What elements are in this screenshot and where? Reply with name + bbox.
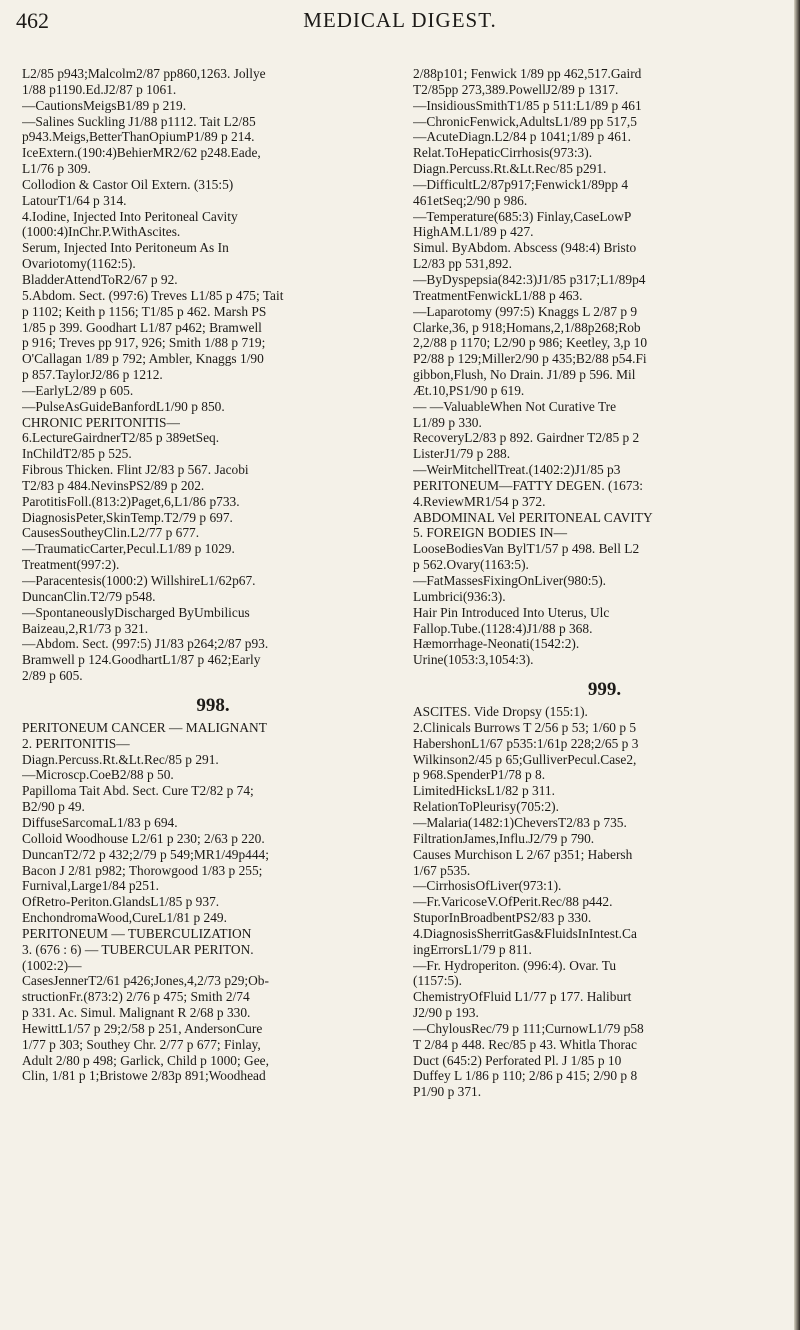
index-line: Adult 2/80 p 498; Garlick, Child p 1000; Gee, [22, 1052, 269, 1068]
index-line: HabershonL1/67 p535:1/61p 228;2/65 p 3 [413, 735, 639, 751]
index-line: —Fr. Hydroperiton. (996:4). Ovar. Tu [413, 957, 617, 973]
index-line: —ChylousRec/79 p 111;CurnowL1/79 p58 [413, 1020, 644, 1036]
right-column [413, 66, 796, 1100]
index-line: Colloid Woodhouse L2/61 p 230; 2/63 p 220. [22, 830, 265, 846]
index-line: L2/83 pp 531,892. [413, 256, 512, 272]
index-line: CHRONIC PERITONITIS— [22, 414, 180, 430]
index-line: —SpontaneouslyDischarged ByUmbilicus [22, 604, 250, 620]
index-line: J2/90 p 193. [413, 1005, 479, 1021]
index-line: —InsidiousSmithT1/85 p 511:L1/89 p 461 [413, 97, 642, 113]
page-number: 462 [16, 8, 49, 33]
index-line: (1000:4)InChr.P.WithAscites. [22, 224, 181, 240]
index-line: 5. FOREIGN BODIES IN— [413, 525, 567, 541]
index-line: —Laparotomy (997:5) Knaggs L 2/87 p 9 [413, 303, 638, 319]
index-line: P1/90 p 371. [413, 1084, 482, 1100]
index-line: DuncanT2/72 p 432;2/79 p 549;MR1/49p444; [22, 846, 269, 862]
index-line: EnchondromaWood,CureL1/81 p 249. [22, 910, 227, 926]
index-line: —WeirMitchellTreat.(1402:2)J1/85 p3 [413, 462, 621, 478]
index-line: LooseBodiesVan BylT1/57 p 498. Bell L2 [413, 541, 640, 557]
index-line: InChildT2/85 p 525. [22, 446, 132, 462]
index-line: —Salines Suckling J1/88 p1112. Tait L2/85 [22, 113, 256, 129]
left-column [22, 66, 404, 1084]
index-line: Duct (645:2) Perforated Pl. J 1/85 p 10 [413, 1052, 622, 1068]
index-line: Bacon J 2/81 p982; Thorowgood 1/83 p 255; [22, 862, 263, 878]
index-line: Duffey L 1/86 p 110; 2/86 p 415; 2/90 p 8 [413, 1068, 638, 1084]
index-line: HewittL1/57 p 29;2/58 p 251, AndersonCure [22, 1020, 263, 1036]
index-line: 1/77 p 303; Southey Chr. 2/77 p 677; Finlay, [22, 1036, 261, 1052]
index-line: p 331. Ac. Simul. Malignant R 2/68 p 330. [22, 1005, 251, 1021]
index-line: Æt.10,PS1/90 p 619. [413, 382, 525, 398]
index-line: 4.Iodine, Injected Into Peritoneal Cavity [22, 208, 238, 224]
index-line: Relat.ToHepaticCirrhosis(973:3). [413, 145, 593, 161]
index-line: Hæmorrhage-Neonati(1542:2). [413, 636, 580, 652]
index-line: —Malaria(1482:1)CheversT2/83 p 735. [413, 814, 627, 830]
index-line: —Microscp.CoeB2/88 p 50. [22, 767, 174, 783]
index-line: P2/88 p 129;Miller2/90 p 435;B2/88 p54.Fi [413, 351, 647, 367]
section-number-998: 998. [196, 694, 230, 716]
index-line: StuporInBroadbentPS2/83 p 330. [413, 910, 592, 926]
index-line: Causes Murchison L 2/67 p351; Habersh [413, 846, 633, 862]
index-line: 2,2/88 p 1170; L2/90 p 986; Keetley, 3,p 10 [413, 335, 648, 351]
index-line: —PulseAsGuideBanfordL1/90 p 850. [22, 398, 225, 414]
index-line: —ChronicFenwick,AdultsL1/89 pp 517,5 [413, 113, 637, 129]
index-line: T2/85pp 273,389.PowellJ2/89 p 1317. [413, 81, 619, 97]
index-line: L1/76 p 309. [22, 161, 91, 177]
index-line: — —ValuableWhen Not Curative Tre [413, 398, 617, 414]
index-line: CausesSoutheyClin.L2/77 p 677. [22, 525, 200, 541]
index-line: p 1102; Keith p 1156; T1/85 p 462. Marsh PS [22, 303, 267, 319]
index-line: T2/83 p 484.NevinsPS2/89 p 202. [22, 477, 205, 493]
index-line: ingErrorsL1/79 p 811. [413, 941, 532, 957]
index-line: ListerJ1/79 p 288. [413, 446, 511, 462]
index-line: 5.Abdom. Sect. (997:6) Treves L1/85 p 475; Tait [22, 287, 284, 303]
index-line: Diagn.Percuss.Rt.&Lt.Rec/85 p291. [413, 161, 607, 177]
index-line: BladderAttendToR2/67 p 92. [22, 271, 178, 287]
index-line: CasesJennerT2/61 p426;Jones,4,2/73 p29;Ob- [22, 973, 269, 989]
index-line: HighAM.L1/89 p 427. [413, 224, 534, 240]
section-number-999: 999. [587, 679, 622, 701]
index-line: Wilkinson2/45 p 65;GulliverPecul.Case2, [413, 751, 637, 767]
index-line: —CautionsMeigsB1/89 p 219. [22, 97, 187, 113]
index-line: L1/89 p 330. [413, 414, 482, 430]
index-line: —EarlyL2/89 p 605. [22, 382, 134, 398]
index-line: RecoveryL2/83 p 892. Gairdner T2/85 p 2 [413, 430, 640, 446]
index-line: 1/88 p1190.Ed.J2/87 p 1061. [22, 81, 177, 97]
page-header [0, 0, 800, 40]
left-entries-after-998 [22, 720, 404, 1084]
index-line: 2.Clinicals Burrows T 2/56 p 53; 1/60 p 5 [413, 719, 637, 735]
index-line: DiagnosisPeter,SkinTemp.T2/79 p 697. [22, 509, 233, 525]
index-line: Bramwell p 124.GoodhartL1/87 p 462;Early [22, 652, 261, 668]
index-line: —ByDyspepsia(842:3)J1/85 p317;L1/89p4 [413, 271, 646, 287]
index-line: Clarke,36, p 918;Homans,2,1/88p268;Rob [413, 319, 641, 335]
index-line: Serum, Injected Into Peritoneum As In [22, 240, 229, 256]
index-line: —FatMassesFixingOnLiver(980:5). [413, 573, 607, 588]
index-line: PERITONEUM CANCER — MALIGNANT [22, 719, 267, 735]
index-line: Papilloma Tait Abd. Sect. Cure T2/82 p 74; [22, 783, 254, 799]
index-line: Fibrous Thicken. Flint J2/83 p 567. Jacobi [22, 462, 249, 478]
index-line: 461etSeq;2/90 p 986. [413, 192, 528, 208]
index-line: Diagn.Percuss.Rt.&Lt.Rec/85 p 291. [22, 751, 219, 767]
index-line: structionFr.(873:2) 2/76 p 475; Smith 2/74 [22, 989, 250, 1005]
index-line: 1/67 p535. [413, 862, 471, 878]
index-line: ASCITES. Vide Dropsy (155:1). [413, 704, 588, 720]
index-line: L2/85 p943;Malcolm2/87 pp860,1263. Jollye [22, 66, 266, 81]
index-line: p943.Meigs,BetterThanOpiumP1/89 p 214. [22, 129, 255, 145]
index-line: T 2/84 p 448. Rec/85 p 43. Whitla Thorac [413, 1036, 637, 1052]
index-line: 2/89 p 605. [22, 668, 83, 684]
index-line: 2. PERITONITIS— [22, 735, 130, 751]
index-line: Hair Pin Introduced Into Uterus, Ulc [413, 604, 610, 620]
index-line: TreatmentFenwickL1/88 p 463. [413, 287, 583, 303]
index-line: ABDOMINAL Vel PERITONEAL CAVITY [413, 509, 653, 525]
index-line: —Abdom. Sect. (997:5) J1/83 p264;2/87 p93. [22, 636, 269, 652]
index-line: —TraumaticCarter,Pecul.L1/89 p 1029. [22, 541, 235, 557]
index-line: Simul. ByAbdom. Abscess (948:4) Bristo [413, 240, 637, 256]
index-line: RelationToPleurisy(705:2). [413, 799, 559, 815]
index-line: Clin, 1/81 p 1;Bristowe 2/83p 891;Woodhead [22, 1068, 266, 1084]
index-line: OfRetro-Periton.GlandsL1/85 p 937. [22, 894, 220, 910]
index-line: LimitedHicksL1/82 p 311. [413, 783, 555, 799]
index-line: 3. (676 : 6) — TUBERCULAR PERITON. [22, 941, 254, 957]
index-line: p 562.Ovary(1163:5). [413, 557, 529, 573]
index-line: —CirrhosisOfLiver(973:1). [413, 878, 562, 894]
index-line: —DifficultL2/87p917;Fenwick1/89pp 4 [413, 176, 629, 192]
index-line: gibbon,Flush, No Drain. J1/89 p 596. Mil [413, 367, 636, 383]
index-line: p 857.TaylorJ2/86 p 1212. [22, 367, 163, 383]
index-line: Fallop.Tube.(1128:4)J1/88 p 368. [413, 620, 593, 636]
page-binding-shadow [794, 0, 800, 1330]
index-line: O'Callagan 1/89 p 792; Ambler, Knaggs 1/90 [22, 351, 264, 367]
index-line: FiltrationJames,Influ.J2/79 p 790. [413, 830, 595, 846]
index-line: LatourT1/64 p 314. [22, 192, 127, 208]
index-line: p 916; Treves pp 917, 926; Smith 1/88 p 719; [22, 335, 266, 351]
index-line: Ovariotomy(1162:5). [22, 256, 136, 272]
index-line: DiffuseSarcomaL1/83 p 694. [22, 814, 178, 830]
index-line: ParotitisFoll.(813:2)Paget,6,L1/86 p733. [22, 493, 240, 509]
index-line: —Paracentesis(1000:2) WillshireL1/62p67. [22, 573, 256, 588]
index-line: Baizeau,2,R1/73 p 321. [22, 620, 149, 636]
index-line: 6.LectureGairdnerT2/85 p 389etSeq. [22, 430, 220, 446]
index-line: —Fr.VaricoseV.OfPerit.Rec/88 p442. [413, 894, 613, 910]
index-line: (1002:2)— [22, 957, 82, 973]
left-entries-before-998 [22, 66, 404, 684]
index-line: IceExtern.(190:4)BehierMR2/62 p248.Eade, [22, 145, 261, 161]
index-line: (1157:5). [413, 973, 462, 989]
index-line: Lumbrici(936:3). [413, 588, 506, 604]
index-line: ChemistryOfFluid L1/77 p 177. Haliburt [413, 989, 632, 1005]
index-line: Collodion & Castor Oil Extern. (315:5) [22, 176, 234, 192]
right-entries-after-999 [413, 704, 796, 1100]
index-line: Furnival,Large1/84 p251. [22, 878, 159, 894]
index-line: —AcuteDiagn.L2/84 p 1041;1/89 p 461. [413, 129, 631, 145]
index-line: Treatment(997:2). [22, 557, 120, 573]
index-line: 4.DiagnosisSherritGas&FluidsInIntest.Ca [413, 925, 637, 941]
index-line: DuncanClin.T2/79 p548. [22, 588, 156, 604]
index-line: —Temperature(685:3) Finlay,CaseLowP [413, 208, 632, 224]
index-line: Urine(1053:3,1054:3). [413, 652, 534, 668]
right-entries-before-999 [413, 66, 796, 668]
index-line: PERITONEUM—FATTY DEGEN. (1673: [413, 477, 643, 493]
index-line: B2/90 p 49. [22, 799, 85, 815]
index-line: PERITONEUM — TUBERCULIZATION [22, 925, 252, 941]
running-title: MEDICAL DIGEST. [303, 8, 497, 32]
index-line: 1/85 p 399. Goodhart L1/87 p462; Bramwell [22, 319, 262, 335]
index-line: p 968.SpenderP1/78 p 8. [413, 767, 546, 783]
index-line: 4.ReviewMR1/54 p 372. [413, 493, 546, 509]
index-line: 2/88p101; Fenwick 1/89 pp 462,517.Gaird [413, 66, 642, 81]
